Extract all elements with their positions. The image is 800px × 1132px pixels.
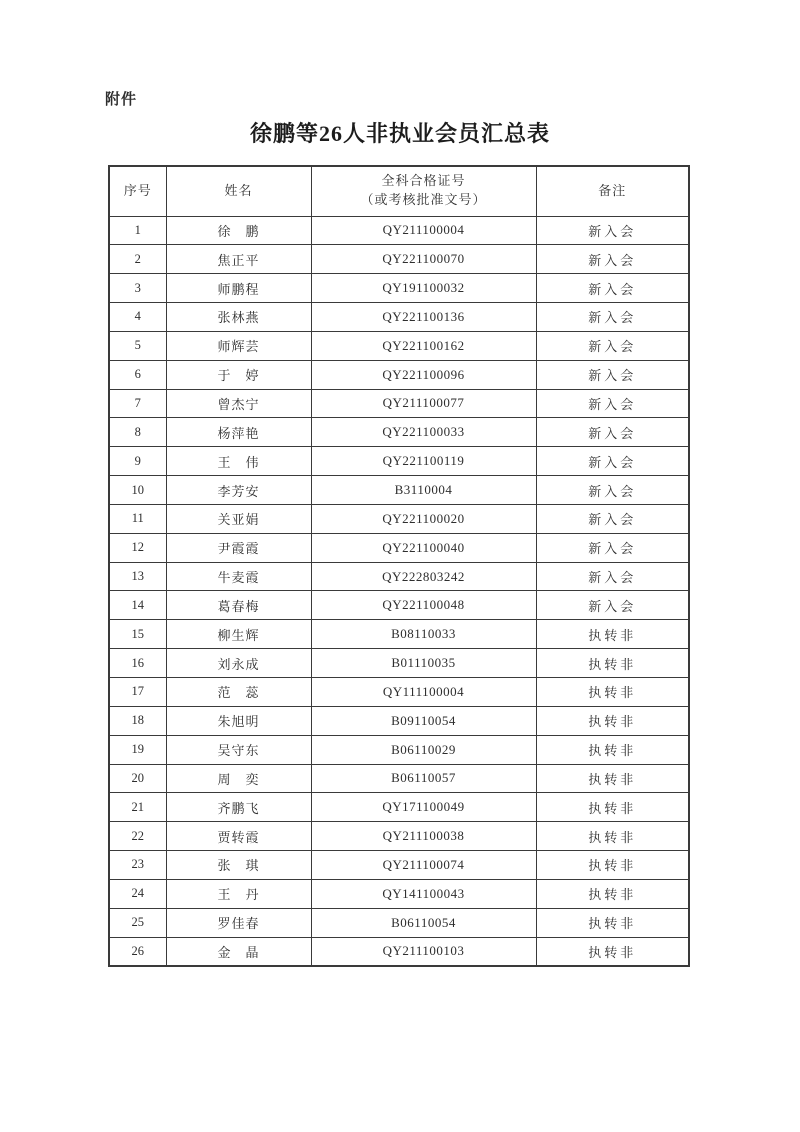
cell-remark: 新入会 [536, 504, 689, 533]
cell-no: 17 [109, 678, 166, 707]
cell-no: 9 [109, 447, 166, 476]
header-cert-line2: （或考核批准文号） [360, 192, 487, 208]
cell-no: 19 [109, 735, 166, 764]
cell-no: 15 [109, 620, 166, 649]
cell-name: 关亚娟 [166, 504, 311, 533]
table-row [109, 793, 689, 822]
cell-no: 3 [109, 274, 166, 303]
cell-remark: 新入会 [536, 360, 689, 389]
cell-name: 于 婷 [166, 360, 311, 389]
cell-remark: 执转非 [536, 851, 689, 880]
cell-remark: 新入会 [536, 562, 689, 591]
cell-cert: QY211100077 [311, 389, 536, 418]
cell-cert: QY221100033 [311, 418, 536, 447]
cell-name: 柳生辉 [166, 620, 311, 649]
page-title: 徐鹏等26人非执业会员汇总表 [249, 121, 550, 146]
cell-name: 焦正平 [166, 245, 311, 274]
cell-name: 贾转霞 [166, 822, 311, 851]
cell-name: 王 伟 [166, 447, 311, 476]
cell-name: 张林燕 [166, 303, 311, 332]
cell-remark: 执转非 [536, 793, 689, 822]
cell-no: 8 [109, 418, 166, 447]
table-row [109, 418, 689, 447]
cell-cert: QY111100004 [311, 678, 536, 707]
table-row [109, 476, 689, 505]
table-row [109, 389, 689, 418]
table-row [109, 562, 689, 591]
table-row [109, 331, 689, 360]
cell-cert: QY191100032 [311, 274, 536, 303]
cell-no: 11 [109, 504, 166, 533]
cell-no: 7 [109, 389, 166, 418]
header-remark: 备注 [536, 166, 689, 216]
table-row [109, 735, 689, 764]
cell-remark: 新入会 [536, 447, 689, 476]
table-row [109, 851, 689, 880]
cell-remark: 执转非 [536, 937, 689, 966]
cell-no: 25 [109, 908, 166, 937]
cell-cert: QY211100038 [311, 822, 536, 851]
cell-no: 18 [109, 706, 166, 735]
cell-cert: QY141100043 [311, 879, 536, 908]
cell-remark: 新入会 [536, 303, 689, 332]
cell-name: 刘永成 [166, 649, 311, 678]
cell-name: 张 琪 [166, 851, 311, 880]
table-row [109, 879, 689, 908]
table-row [109, 360, 689, 389]
cell-remark: 执转非 [536, 822, 689, 851]
table-row [109, 245, 689, 274]
table-row [109, 908, 689, 937]
cell-name: 范 蕊 [166, 678, 311, 707]
cell-remark: 新入会 [536, 533, 689, 562]
table-row [109, 504, 689, 533]
cell-no: 6 [109, 360, 166, 389]
cell-cert: QY221100048 [311, 591, 536, 620]
attachment-label: 附件 [105, 91, 138, 108]
table-row [109, 447, 689, 476]
member-table [108, 165, 690, 967]
cell-cert: QY221100040 [311, 533, 536, 562]
cell-name: 尹霞霞 [166, 533, 311, 562]
cell-remark: 执转非 [536, 620, 689, 649]
cell-remark: 执转非 [536, 764, 689, 793]
cell-name: 朱旭明 [166, 706, 311, 735]
cell-remark: 新入会 [536, 274, 689, 303]
cell-remark: 新入会 [536, 591, 689, 620]
cell-no: 14 [109, 591, 166, 620]
cell-no: 1 [109, 216, 166, 245]
cell-no: 24 [109, 879, 166, 908]
cell-name: 王 丹 [166, 879, 311, 908]
table-row [109, 649, 689, 678]
cell-cert: B09110054 [311, 706, 536, 735]
cell-cert: QY222803242 [311, 562, 536, 591]
cell-remark: 执转非 [536, 879, 689, 908]
cell-remark: 执转非 [536, 735, 689, 764]
header-name: 姓名 [166, 166, 311, 216]
cell-name: 曾杰宁 [166, 389, 311, 418]
cell-cert: QY211100074 [311, 851, 536, 880]
cell-name: 徐 鹏 [166, 216, 311, 245]
cell-name: 罗佳春 [166, 908, 311, 937]
cell-remark: 执转非 [536, 706, 689, 735]
cell-no: 12 [109, 533, 166, 562]
cell-name: 师鹏程 [166, 274, 311, 303]
table-row [109, 274, 689, 303]
cell-no: 21 [109, 793, 166, 822]
cell-no: 16 [109, 649, 166, 678]
cell-cert: B06110057 [311, 764, 536, 793]
cell-name: 师辉芸 [166, 331, 311, 360]
cell-remark: 执转非 [536, 678, 689, 707]
table-row [109, 822, 689, 851]
cell-cert: QY171100049 [311, 793, 536, 822]
cell-no: 5 [109, 331, 166, 360]
cell-remark: 新入会 [536, 245, 689, 274]
cell-remark: 执转非 [536, 649, 689, 678]
member-table-body [109, 216, 689, 966]
table-row [109, 303, 689, 332]
cell-cert: B06110054 [311, 908, 536, 937]
cell-no: 23 [109, 851, 166, 880]
header-no: 序号 [109, 166, 166, 216]
cell-name: 周 奕 [166, 764, 311, 793]
cell-name: 李芳安 [166, 476, 311, 505]
cell-name: 吴守东 [166, 735, 311, 764]
cell-cert: B08110033 [311, 620, 536, 649]
cell-remark: 新入会 [536, 216, 689, 245]
table-row [109, 620, 689, 649]
cell-name: 牛麦霞 [166, 562, 311, 591]
cell-remark: 新入会 [536, 476, 689, 505]
cell-no: 13 [109, 562, 166, 591]
cell-no: 20 [109, 764, 166, 793]
cell-cert: QY221100096 [311, 360, 536, 389]
cell-no: 4 [109, 303, 166, 332]
cell-cert: QY211100004 [311, 216, 536, 245]
cell-name: 杨萍艳 [166, 418, 311, 447]
cell-no: 26 [109, 937, 166, 966]
cell-name: 齐鹏飞 [166, 793, 311, 822]
cell-cert: QY221100136 [311, 303, 536, 332]
header-cert-line1: 全科合格证号 [381, 173, 466, 189]
cell-name: 金 晶 [166, 937, 311, 966]
cell-remark: 执转非 [536, 908, 689, 937]
cell-cert: B01110035 [311, 649, 536, 678]
table-row [109, 591, 689, 620]
cell-cert: B3110004 [311, 476, 536, 505]
cell-cert: QY221100162 [311, 331, 536, 360]
cell-cert: QY211100103 [311, 937, 536, 966]
table-row [109, 937, 689, 966]
header-cert [311, 166, 536, 216]
table-row [109, 678, 689, 707]
table-row [109, 533, 689, 562]
cell-no: 22 [109, 822, 166, 851]
cell-remark: 新入会 [536, 331, 689, 360]
cell-cert: QY221100020 [311, 504, 536, 533]
table-row [109, 764, 689, 793]
cell-no: 10 [109, 476, 166, 505]
cell-name: 葛春梅 [166, 591, 311, 620]
table-header-row [109, 166, 689, 216]
cell-cert: QY221100119 [311, 447, 536, 476]
cell-no: 2 [109, 245, 166, 274]
cell-remark: 新入会 [536, 418, 689, 447]
cell-cert: B06110029 [311, 735, 536, 764]
table-row [109, 216, 689, 245]
cell-cert: QY221100070 [311, 245, 536, 274]
table-row [109, 706, 689, 735]
cell-remark: 新入会 [536, 389, 689, 418]
